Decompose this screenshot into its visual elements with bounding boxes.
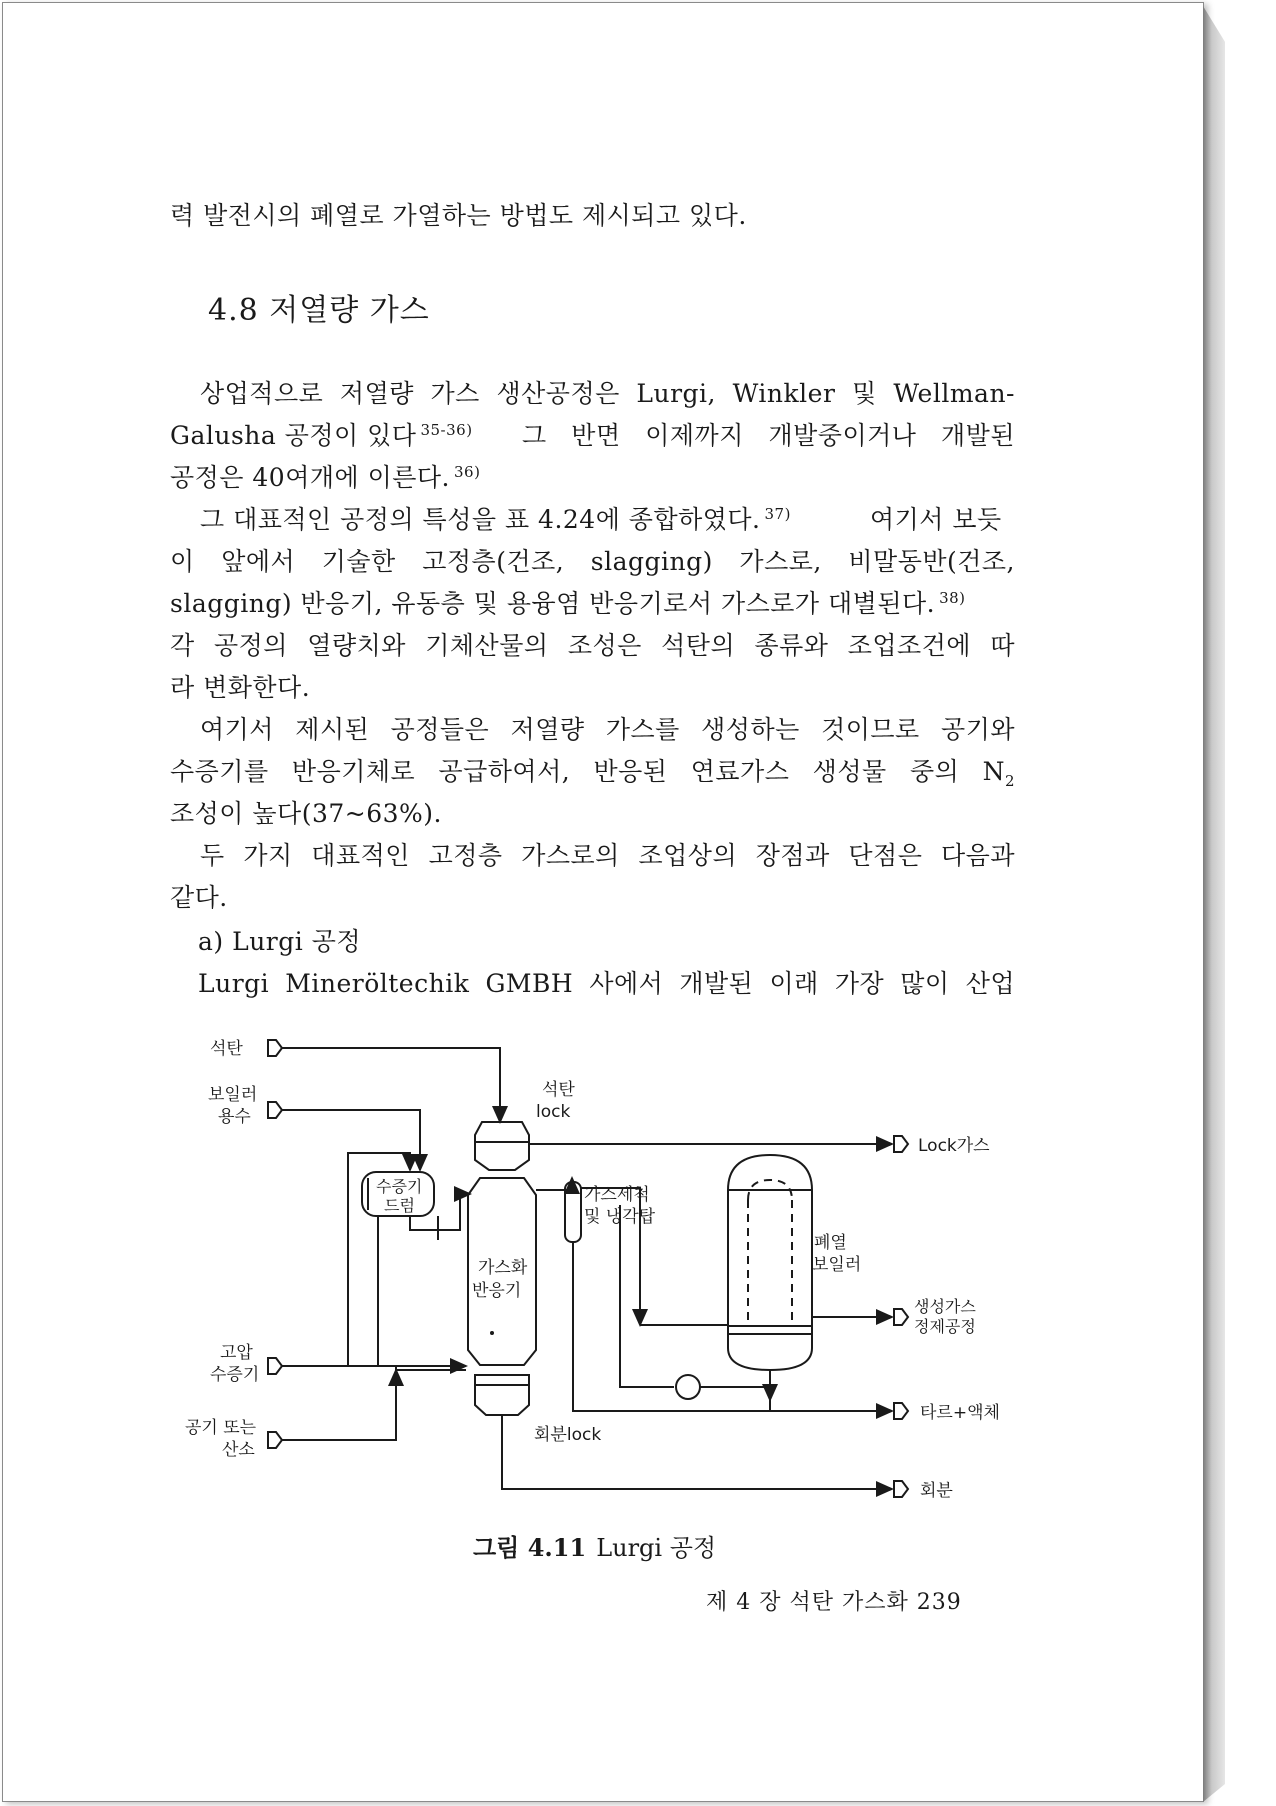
coal-input-arrow	[268, 1040, 282, 1056]
waste-heat-boiler	[728, 1155, 812, 1370]
boiler-water-label-2: 용수	[218, 1107, 251, 1127]
pump	[676, 1375, 700, 1399]
body-line-3b: 그 반면 이제까지 개발중이거나 개발된	[522, 421, 1015, 450]
steam-drum-label-1: 수증기	[376, 1177, 423, 1196]
body-line-5b: 여기서 보듯	[870, 505, 1002, 534]
scrubber-label-1: 가스세척	[584, 1185, 650, 1205]
figure-caption	[473, 1528, 716, 1563]
page-edge	[1203, 6, 1225, 1802]
product-gas-label-1: 생성가스	[914, 1297, 976, 1316]
product-gas-label-2: 정제공정	[914, 1317, 976, 1336]
gasifier-label-1: 가스화	[478, 1258, 528, 1278]
lock-gas-output-arrow	[894, 1136, 908, 1152]
body-line-12: 조성이 높다(37~63%).	[170, 799, 442, 828]
coal-label: 석탄	[210, 1039, 243, 1059]
ash-output-arrow	[894, 1481, 908, 1497]
body-line-1: 력 발전시의 폐열로 가열하는 방법도 제시되고 있다.	[170, 201, 747, 230]
body-line-7: slagging) 반응기, 유동층 및 용융염 반응기로서 가스로가 대별된다. $^{38)}$	[170, 588, 966, 618]
lurgi-process-diagram	[180, 1030, 1040, 1520]
hp-steam-label-1: 고압	[220, 1343, 253, 1363]
tar-liquor-label: 타르+액체	[920, 1403, 1000, 1423]
body-line-11: 수증기를 반응기체로 공급하여서, 반응된 연료가스 생성물 중의 $N_2$	[170, 757, 1015, 790]
gasifier-label-2: 반응기	[472, 1281, 522, 1301]
section-heading: 4.8 저열량 가스	[208, 293, 430, 328]
body-line-9: 라 변화한다.	[170, 673, 311, 702]
product-gas-output-arrow	[894, 1309, 908, 1325]
body-line-5: 그 대표적인 공정의 특성을 표 4.24에 종합하였다. $^{37)}$	[200, 504, 791, 534]
figure-title: Lurgi 공정	[596, 1534, 717, 1562]
air-oxygen-label-1: 공기 또는	[185, 1418, 257, 1438]
body-line-13: 두 가지 대표적인 고정층 가스로의 조업상의 장점과 단점은 다음과	[200, 841, 1015, 870]
body-line-4: 공정은 40여개에 이른다. $^{36)}$	[170, 462, 481, 492]
body-line-6: 이 앞에서 기술한 고정층(건조, slagging) 가스로, 비말동반(건조,	[170, 547, 1015, 576]
steam-input-arrow	[268, 1358, 282, 1374]
waste-heat-boiler-label-2: 보일러	[812, 1255, 862, 1275]
body-line-2: 상업적으로 저열량 가스 생산공정은 Lurgi, Winkler 및 Wellman-	[200, 379, 1015, 408]
lock-gas-label: Lock가스	[918, 1136, 990, 1156]
body-line-15: Lurgi Mineröltechik GMBH 사에서 개발된 이래 가장 많이 산업	[198, 969, 1015, 998]
coal-lock-label-2: lock	[536, 1102, 571, 1122]
body-line-14: 같다.	[170, 883, 228, 912]
ash-lock	[475, 1375, 529, 1415]
tar-output-arrow	[894, 1403, 908, 1419]
body-line-8: 각 공정의 열량치와 기체산물의 조성은 석탄의 종류와 조업조건에 따	[170, 631, 1015, 660]
steam-drum-label-2: 드럼	[384, 1196, 415, 1215]
boiler-water-label-1: 보일러	[208, 1085, 258, 1105]
air-input-arrow	[268, 1432, 282, 1448]
scrubber-label-2: 및 냉각탑	[584, 1207, 656, 1227]
hp-steam-label-2: 수증기	[210, 1365, 260, 1385]
ash-lock-label: 회분lock	[534, 1425, 602, 1445]
body-line-3: Galusha 공정이 있다 $^{35-36)}$	[170, 420, 473, 450]
coal-lock-label-1: 석탄	[542, 1080, 575, 1100]
ash-label: 회분	[920, 1481, 953, 1501]
coal-lock	[475, 1122, 529, 1170]
subsection-a: a) Lurgi 공정	[198, 927, 362, 956]
boiler-water-input-arrow	[268, 1102, 282, 1118]
body-line-10: 여기서 제시된 공정들은 저열량 가스를 생성하는 것이므로 공기와	[200, 715, 1015, 744]
page-footer: 제 4 장 석탄 가스화 239	[706, 1590, 962, 1615]
figure-number: 그림 4.11	[473, 1533, 587, 1562]
waste-heat-boiler-label-1: 폐열	[814, 1233, 847, 1253]
air-oxygen-label-2: 산소	[222, 1440, 255, 1460]
